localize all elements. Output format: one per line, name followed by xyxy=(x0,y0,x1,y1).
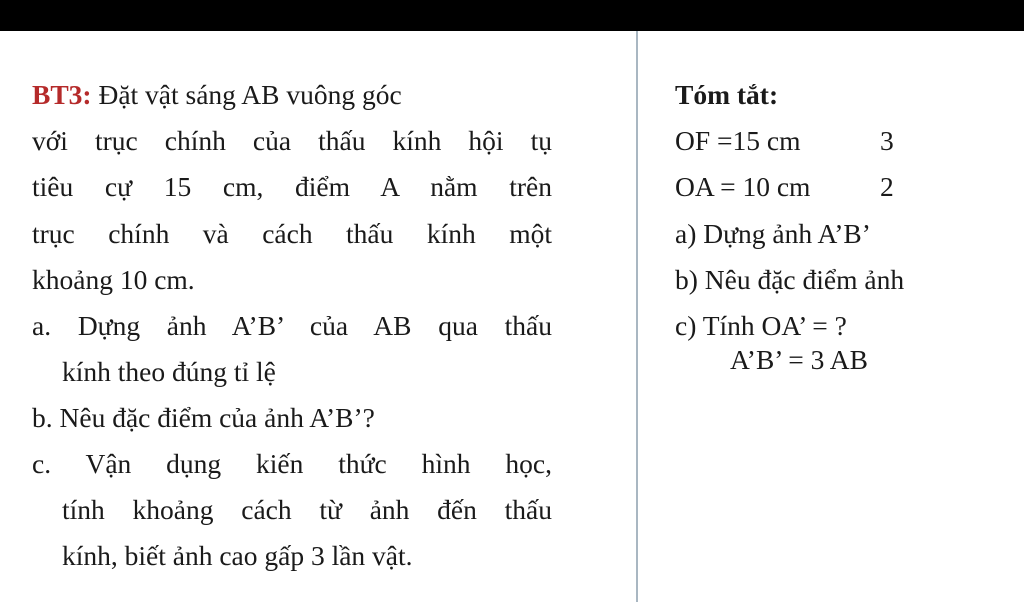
summary-item-b: b) Nêu đặc điểm ảnh xyxy=(675,264,905,295)
summary-of-note: 3 xyxy=(880,125,894,156)
problem-line-4: trục chính và cách thấu kính một xyxy=(32,218,552,249)
question-a-cont: kính theo đúng tỉ lệ xyxy=(62,356,276,387)
problem-line-5: khoảng 10 cm. xyxy=(32,264,195,295)
problem-line-3: tiêu cự 15 cm, điểm A nằm trên xyxy=(32,171,552,202)
column-divider xyxy=(636,31,638,602)
question-c-cont-2: kính, biết ảnh cao gấp 3 lần vật. xyxy=(62,540,413,571)
summary-item-c: c) Tính OA’ = ? xyxy=(675,310,847,341)
summary-oa: OA = 10 cm xyxy=(675,171,811,202)
summary-item-c-extra: A’B’ = 3 AB xyxy=(730,344,868,375)
problem-label: BT3: xyxy=(32,79,92,110)
top-black-bar xyxy=(0,0,1024,31)
question-b: b. Nêu đặc điểm của ảnh A’B’? xyxy=(32,402,375,433)
problem-line-1 xyxy=(32,78,402,112)
question-c: c. Vận dụng kiến thức hình học, xyxy=(32,448,552,479)
problem-text: Đặt vật sáng AB vuông góc xyxy=(98,79,402,110)
problem-line-2: với trục chính của thấu kính hội tụ xyxy=(32,125,552,156)
summary-oa-note: 2 xyxy=(880,171,894,202)
question-a: a. Dựng ảnh A’B’ của AB qua thấu xyxy=(32,310,552,341)
question-c-cont-1: tính khoảng cách từ ảnh đến thấu xyxy=(62,494,552,525)
summary-of: OF =15 cm xyxy=(675,125,801,156)
summary-title: Tóm tắt: xyxy=(675,79,779,110)
summary-item-a: a) Dựng ảnh A’B’ xyxy=(675,218,871,249)
